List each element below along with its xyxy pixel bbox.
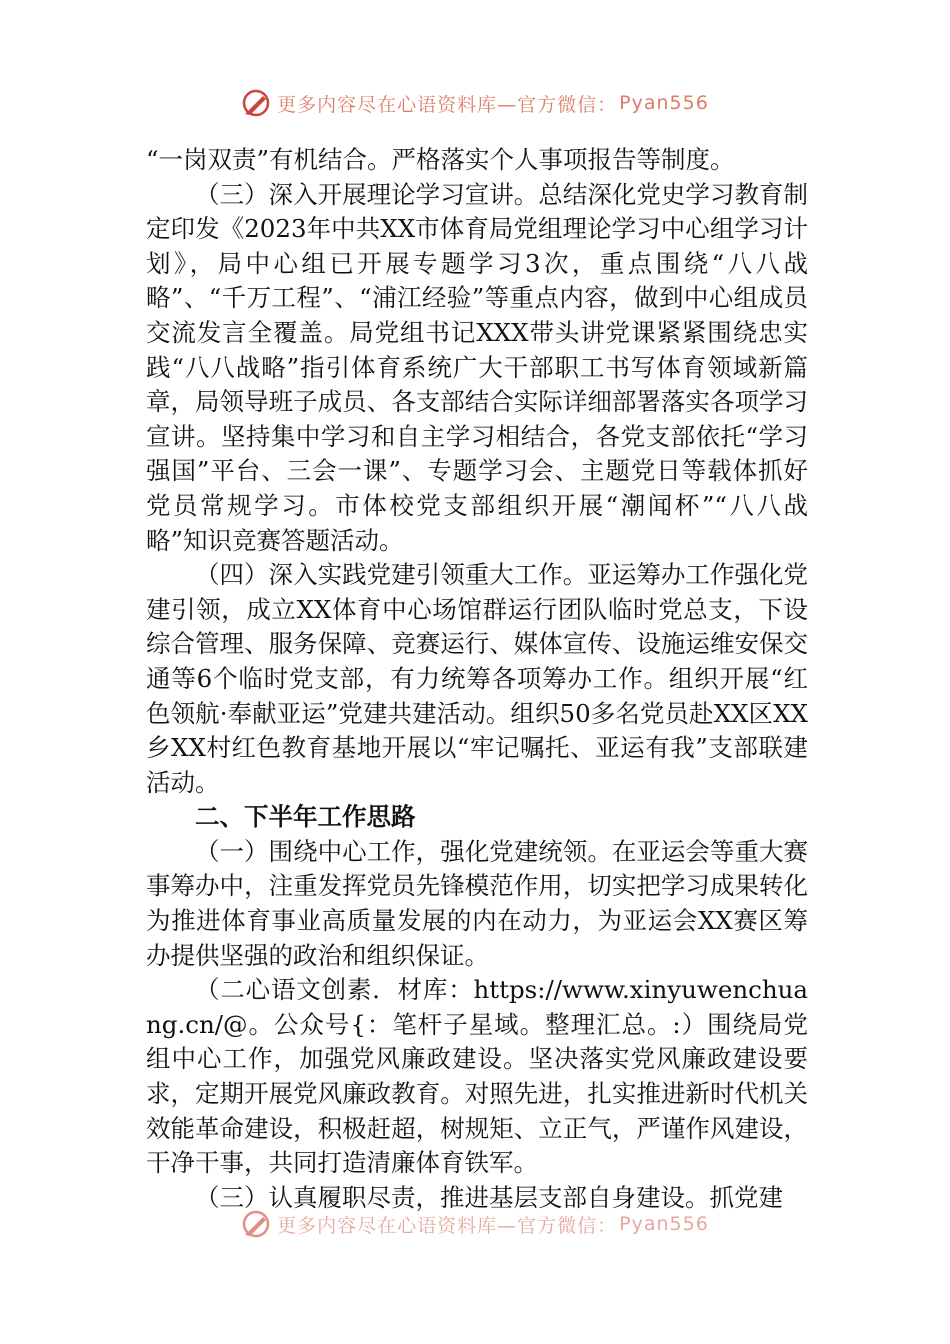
watermark-text: 更多内容尽在心语资料库—官方微信：	[277, 1214, 618, 1237]
paragraph-branch-building: （三）认真履职尽责，推进基层支部自身建设。抓党建	[195, 1182, 783, 1212]
paragraph-center-work: （一）围绕中心工作，强化党建统领。在亚运会等重大赛事筹办中，注重发挥党员先锋模范作用，切实把学习成果转化为推进体育事业高质量发展的内在动力，为亚运会XX赛区筹办提供坚强的政治和组织保证。	[146, 836, 808, 970]
paragraph-integrity-building: （二心语文创素．材库：https://www.xinyuwenchuang.cn/@。公众号{：笔杆子星域。整理汇总。:）围绕局党组中心工作，加强党风廉政建设。坚决落实党风廉政建设要求，定期开展党风廉政教育。对照先进，扎实推进新时代机关效能革命建设，积极赶超，树规矩、立正气，严谨作风建设，干净干事，共同打造清廉体育铁军。	[146, 975, 808, 1178]
watermark-text: 更多内容尽在心语资料库—官方微信：	[277, 93, 618, 116]
pen-logo-icon	[241, 88, 271, 118]
section-heading-second-half-plan: 二、下半年工作思路	[195, 802, 416, 832]
paragraph-party-building: （四）深入实践党建引领重大工作。亚运筹办工作强化党建引领，成立XX体育中心场馆群运行团队临时党总支，下设综合管理、服务保障、竞赛运行、媒体宣传、设施运维安保交通等6个临时党支部，有力统筹各项筹办工作。组织开展“红色领航·奉献亚运”党建共建活动。组织50多名党员赴XX区XX乡XX村红色教育基地开展以“牢记嘱托、亚运有我”支部联建活动。	[146, 560, 808, 797]
document-body	[146, 143, 808, 1215]
watermark-header	[0, 83, 950, 123]
watermark-wechat-id: Pyan556	[619, 92, 709, 114]
paragraph-continuation: “一岗双责”有机结合。严格落实个人事项报告等制度。	[146, 145, 735, 174]
paragraph-theory-study: （三）深入开展理论学习宣讲。总结深化党史学习教育制定印发《2023年中共XX市体育局党组理论学习中心组学习计划》，局中心组已开展专题学习3次，重点围绕“八八战略”、“千万工程”、“浦江经验”等重点内容，做到中心组成员交流发言全覆盖。局党组书记XXX带头讲党课紧紧围绕忠实践“八八战略”指引体育系统广大干部职工书写体育领域新篇章，局领导班子成员、各支部结合实际详细部署落实各项学习宣讲。坚持集中学习和自主学习相结合，各党支部依托“学习强国”平台、三会一课”、专题学习会、主题党日等载体抓好党员常规学习。市体校党支部组织开展“潮闻杯”“八八战略”知识竞赛答题活动。	[146, 179, 808, 555]
watermark-footer	[0, 1204, 950, 1244]
watermark-wechat-id: Pyan556	[619, 1213, 709, 1235]
pen-logo-icon	[241, 1209, 271, 1239]
